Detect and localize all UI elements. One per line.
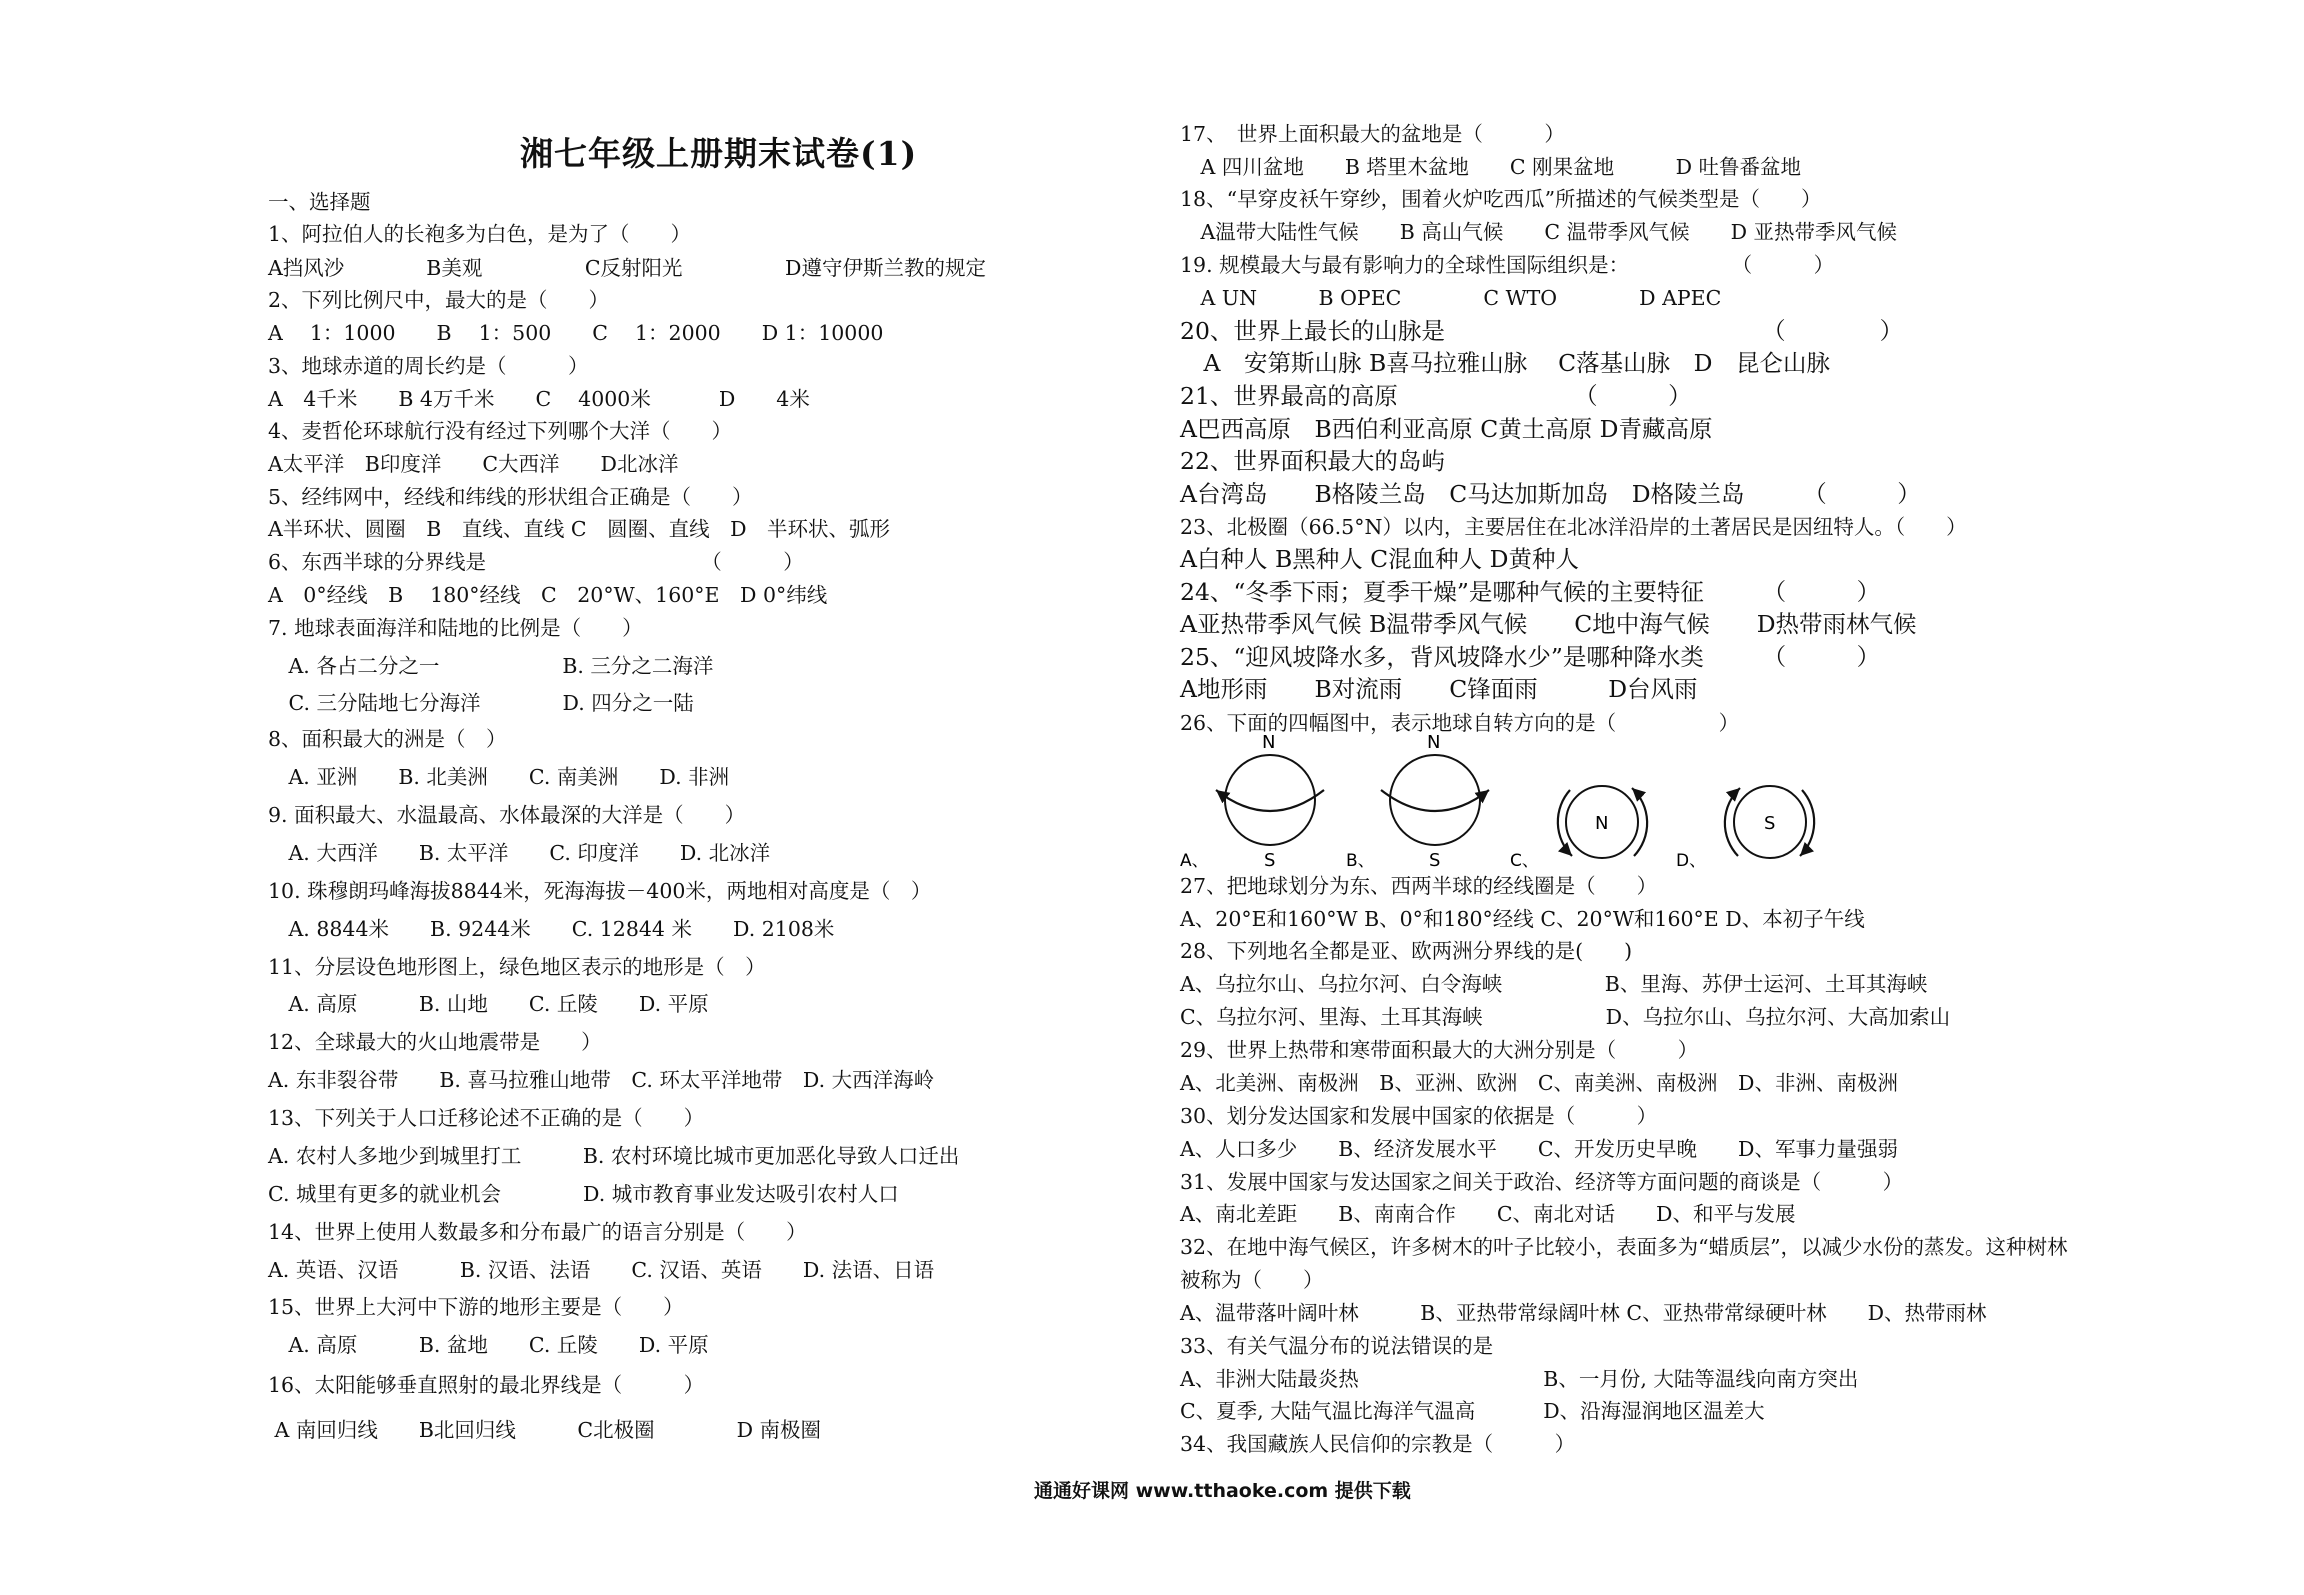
right-line: A亚热带季风气候 B温带季风气候 C地中海气候 D热带雨林气候 — [1180, 610, 1917, 638]
right-line: C、乌拉尔河、里海、土耳其海峡 D、乌拉尔山、乌拉尔河、大高加索山 — [1180, 1005, 1951, 1029]
diagram-c — [1510, 786, 1647, 871]
diagram-a — [1180, 732, 1324, 871]
right-line: C、夏季, 大陆气温比海洋气温高 D、沿海湿润地区温差大 — [1180, 1399, 1765, 1423]
option-label: B、 — [1346, 851, 1375, 871]
left-line: A. 高原 B. 盆地 C. 丘陵 D. 平原 — [268, 1333, 709, 1357]
right-line: 32、在地中海气候区，许多树木的叶子比较小，表面多为“蜡质层”，以减少水份的蒸发。这种树林 — [1180, 1235, 2068, 1259]
right-line: A、人口多少 B、经济发展水平 C、开发历史早晚 D、军事力量强弱 — [1180, 1137, 1898, 1161]
right-line: 34、我国藏族人民信仰的宗教是（ ） — [1180, 1432, 1576, 1456]
right-line: 25、“迎风坡降水多，背风坡降水少”是哪种降水类 （ ） — [1180, 643, 1881, 671]
right-line: 27、把地球划分为东、西两半球的经线圈是（ ） — [1180, 874, 1658, 898]
right-line: A温带大陆性气候 B 高山气候 C 温带季风气候 D 亚热带季风气候 — [1180, 220, 1898, 244]
left-line: 10. 珠穆朗玛峰海拔8844米，死海海拔－400米，两地相对高度是（ ） — [268, 879, 932, 903]
diagram-d — [1676, 786, 1814, 871]
right-line: 17、 世界上面积最大的盆地是（ ） — [1180, 122, 1565, 146]
page-title: 湘七年级上册期末试卷(1) — [520, 134, 918, 173]
right-line: A、南北差距 B、南南合作 C、南北对话 D、和平与发展 — [1180, 1202, 1796, 1226]
pole-label: S — [1764, 813, 1776, 834]
left-line: 12、全球最大的火山地震带是 ） — [268, 1030, 602, 1054]
right-line: A、乌拉尔山、乌拉尔河、白令海峡 B、里海、苏伊士运河、土耳其海峡 — [1180, 972, 1928, 996]
left-line: A. 高原 B. 山地 C. 丘陵 D. 平原 — [268, 992, 709, 1016]
pole-label: S — [1429, 850, 1441, 871]
right-line: A巴西高原 B西伯利亚高原 C黄土高原 D青藏高原 — [1180, 415, 1713, 443]
right-line: A白种人 B黑种人 C混血种人 D黄种人 — [1180, 545, 1579, 573]
right-line: A UN B OPEC C WTO D APEC — [1180, 286, 1722, 310]
left-line: 14、世界上使用人数最多和分布最广的语言分别是（ ） — [268, 1220, 807, 1244]
right-line: A台湾岛 B格陵兰岛 C马达加斯加岛 D格陵兰岛 （ ） — [1180, 480, 1921, 508]
left-line: 9. 面积最大、水温最高、水体最深的大洋是（ ） — [268, 803, 746, 827]
right-line: 19. 规模最大与最有影响力的全球性国际组织是： （ ） — [1180, 253, 1835, 277]
left-line: A. 亚洲 B. 北美洲 C. 南美洲 D. 非洲 — [268, 765, 730, 789]
left-line: A 0°经线 B 180°经线 C 20°W、160°E D 0°纬线 — [268, 583, 828, 607]
right-line: 33、有关气温分布的说法错误的是 — [1180, 1334, 1494, 1358]
right-line: 28、下列地名全都是亚、欧两洲分界线的是( ) — [1180, 939, 1633, 963]
left-line: 5、经纬网中，经线和纬线的形状组合正确是（ ） — [268, 485, 753, 509]
left-line: A挡风沙 B美观 C反射阳光 D遵守伊斯兰教的规定 — [268, 256, 986, 280]
left-line: A. 英语、汉语 B. 汉语、法语 C. 汉语、英语 D. 法语、日语 — [268, 1258, 935, 1282]
left-line: 2、下列比例尺中，最大的是（ ） — [268, 288, 610, 312]
right-line: 31、发展中国家与发达国家之间关于政治、经济等方面问题的商谈是（ ） — [1180, 1170, 1904, 1194]
right-line: 24、“冬季下雨；夏季干燥”是哪种气候的主要特征 （ ） — [1180, 578, 1881, 606]
right-line: A、非洲大陆最炎热 B、一月份, 大陆等温线向南方突出 — [1180, 1367, 1859, 1391]
pole-label: S — [1264, 850, 1276, 871]
right-line: A、北美洲、南极洲 B、亚洲、欧洲 C、南美洲、南极洲 D、非洲、南极洲 — [1180, 1071, 1898, 1095]
right-line: A、20°E和160°W B、0°和180°经线 C、20°W和160°E D、本初子午线 — [1180, 907, 1865, 931]
right-line: 29、世界上热带和寒带面积最大的大洲分别是（ ） — [1180, 1038, 1699, 1062]
left-line: 一、选择题 — [268, 190, 371, 214]
left-line: A. 8844米 B. 9244米 C. 12844 米 D. 2108米 — [268, 917, 835, 941]
option-label: D、 — [1676, 851, 1707, 871]
left-line: A. 各占二分之一 B. 三分之二海洋 — [268, 654, 714, 678]
left-line: 11、分层设色地形图上，绿色地区表示的地形是（ ） — [268, 955, 766, 979]
left-line: 7. 地球表面海洋和陆地的比例是（ ） — [268, 616, 643, 640]
right-line: 26、下面的四幅图中，表示地球自转方向的是（ ） — [1180, 711, 1740, 735]
right-line: A地形雨 B对流雨 C锋面雨 D台风雨 — [1180, 675, 1698, 703]
right-line: 22、世界面积最大的岛屿 — [1180, 447, 1445, 475]
right-line: 21、世界最高的高原 （ ） — [1180, 382, 1692, 410]
right-line: 18、“早穿皮袄午穿纱，围着火炉吃西瓜”所描述的气候类型是（ ） — [1180, 187, 1822, 211]
right-line: A 四川盆地 B 塔里木盆地 C 刚果盆地 D 吐鲁番盆地 — [1180, 155, 1802, 179]
left-line: 6、东西半球的分界线是 （ ） — [268, 550, 804, 574]
left-line: A. 大西洋 B. 太平洋 C. 印度洋 D. 北冰洋 — [268, 841, 771, 865]
option-label: A、 — [1180, 851, 1209, 871]
option-label: C、 — [1510, 851, 1539, 871]
left-line: 1、阿拉伯人的长袍多为白色，是为了（ ） — [268, 222, 692, 246]
diagram-b — [1346, 732, 1489, 871]
left-line: A半环状、圆圈 B 直线、直线 C 圆圈、直线 D 半环状、弧形 — [268, 517, 891, 541]
left-line: C. 城里有更多的就业机会 D. 城市教育事业发达吸引农村人口 — [268, 1182, 899, 1206]
footer-source: 通通好课网 www.tthaoke.com 提供下载 — [1034, 1480, 1411, 1502]
left-line: 13、下列关于人口迁移论述不正确的是（ ） — [268, 1106, 705, 1130]
right-line: A、温带落叶阔叶林 B、亚热带常绿阔叶林 C、亚热带常绿硬叶林 D、热带雨林 — [1180, 1301, 1987, 1325]
left-line: C. 三分陆地七分海洋 D. 四分之一陆 — [268, 691, 694, 715]
left-line: 3、地球赤道的周长约是（ ） — [268, 354, 589, 378]
right-line: 被称为（ ） — [1180, 1268, 1324, 1292]
left-line: 16、太阳能够垂直照射的最北界线是（ ） — [268, 1373, 705, 1397]
left-line: A 南回归线 B北回归线 C北极圈 D 南极圈 — [268, 1418, 822, 1442]
right-line: 20、世界上最长的山脉是 （ ） — [1180, 317, 1904, 345]
pole-label: N — [1427, 732, 1441, 753]
left-line: A. 东非裂谷带 B. 喜马拉雅山地带 C. 环太平洋地带 D. 大西洋海岭 — [268, 1068, 935, 1092]
pole-label: N — [1262, 732, 1276, 753]
left-line: A. 农村人多地少到城里打工 B. 农村环境比城市更加恶化导致人口迁出 — [268, 1144, 960, 1168]
pole-label: N — [1595, 813, 1609, 834]
left-line: 8、面积最大的洲是（ ） — [268, 727, 507, 751]
right-line: 23、北极圈（66.5°N）以内，主要居住在北冰洋沿岸的土著居民是因纽特人。（ ） — [1180, 515, 1967, 539]
right-line: 30、划分发达国家和发展中国家的依据是（ ） — [1180, 1104, 1658, 1128]
left-line: A太平洋 B印度洋 C大西洋 D北冰洋 — [268, 452, 679, 476]
left-line: 15、世界上大河中下游的地形主要是（ ） — [268, 1295, 684, 1319]
right-line: A 安第斯山脉 B喜马拉雅山脉 C落基山脉 D 昆仑山脉 — [1180, 349, 1831, 377]
left-line: A 4千米 B 4万千米 C 4000米 D 4米 — [268, 387, 810, 411]
left-line: A 1：1000 B 1：500 C 1：2000 D 1：10000 — [268, 321, 884, 345]
left-line: 4、麦哲伦环球航行没有经过下列哪个大洋（ ） — [268, 419, 733, 443]
